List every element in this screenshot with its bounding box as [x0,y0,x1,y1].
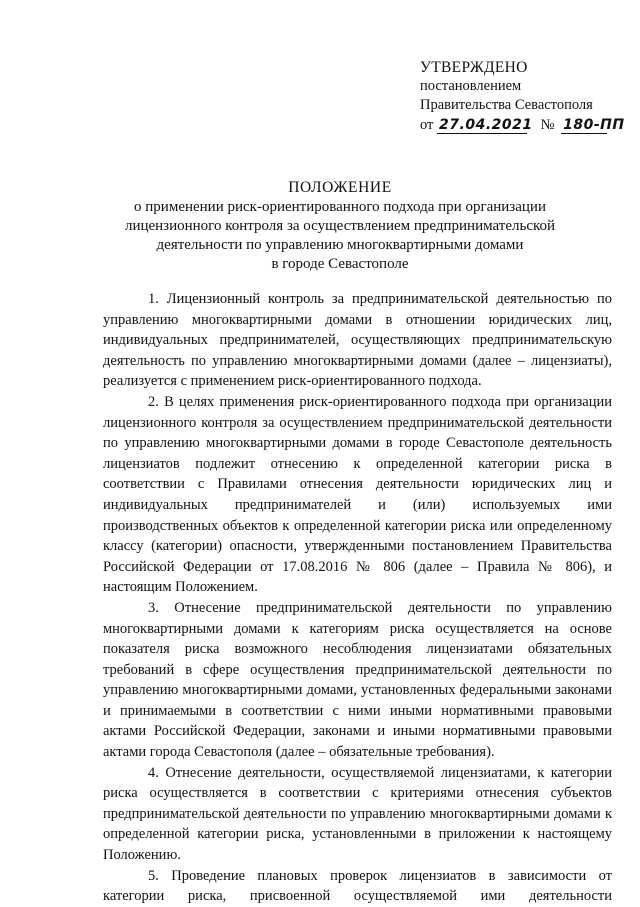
paragraph-4: 4. Отнесение деятельности, осуществляемой лицензиатами, к категории риска осуществляется в соответствии с критериями отнесения субъектов предпринимательской деятельности по управлению многоквартирными домами к определенной категории риска, установленными в приложении к настоящему Положению. [103,764,612,864]
approval-date-line [420,116,630,135]
approval-line-1: постановлением [420,78,522,94]
approval-line-2: Правительства Севастополя [420,97,593,113]
title-line-1: о применении риск-ориентированного подхода при организации [134,199,546,215]
title-line-3: деятельности по управлению многоквартирными домами [156,237,524,253]
handwritten-number: 180-ПП [563,117,625,133]
approval-heading: УТВЕРЖДЕНО [420,59,528,76]
document-title-block [60,178,620,274]
paragraph-2: 2. В целях применения риск-ориентированного подхода при организации лицензионного контроля за осуществлением предпринимательской деятельности по управлению многоквартирными домами в городе Севастополе деятельность лицензиатов подлежит отнесению к определенной категории риска в соответствии с Правилами отнесения деятельности юридических лиц и индивидуальных предпринимателей и (или) используемых ими производственных объектов к определенной категории риска или определенному классу (категории) опасности, утвержденными постановлением Правительства Российской Федерации от 17.08.2016 № 806 (далее – Правила № 806), и настоящим Положением. [103,393,612,596]
document-title: ПОЛОЖЕНИЕ [288,179,392,196]
paragraph-5: 5. Проведение плановых проверок лицензиатов в зависимости от категории риска, присвоенной осуществляемой ими деятельности [103,867,612,905]
paragraph-3: 3. Отнесение предпринимательской деятельности по управлению многоквартирными домами к категориям риска осуществляется на основе показателя риска возможного несоблюдения лицензиатами обязательных требований в сфере осуществления предпринимательской деятельности по управлению многоквартирными домами, установленных федеральными законами и принимаемыми в соответствии с ними иными нормативными правовыми актами Российской Федерации, законами и иными нормативными правовыми актами города Севастополя (далее – обязательные требования). [103,599,612,761]
paragraph-1: 1. Лицензионный контроль за предпринимательской деятельностью по управлению многоквартирными домами в отношении юридических лиц, индивидуальных предпринимателей, осуществляющих предпринимательскую деятельность по управлению многоквартирными домами (далее – лицензиаты), реализуется с применением риск-ориентированного подхода. [103,291,612,390]
document-body [103,289,612,907]
title-line-4: в городе Севастополе [271,256,409,272]
approval-stamp [420,58,630,135]
handwritten-date: 27.04.2021 [439,117,533,133]
title-line-2: лицензионного контроля за осуществлением предпринимательской [124,218,556,234]
date-prefix: от [420,117,434,133]
number-prefix: № [540,117,555,133]
